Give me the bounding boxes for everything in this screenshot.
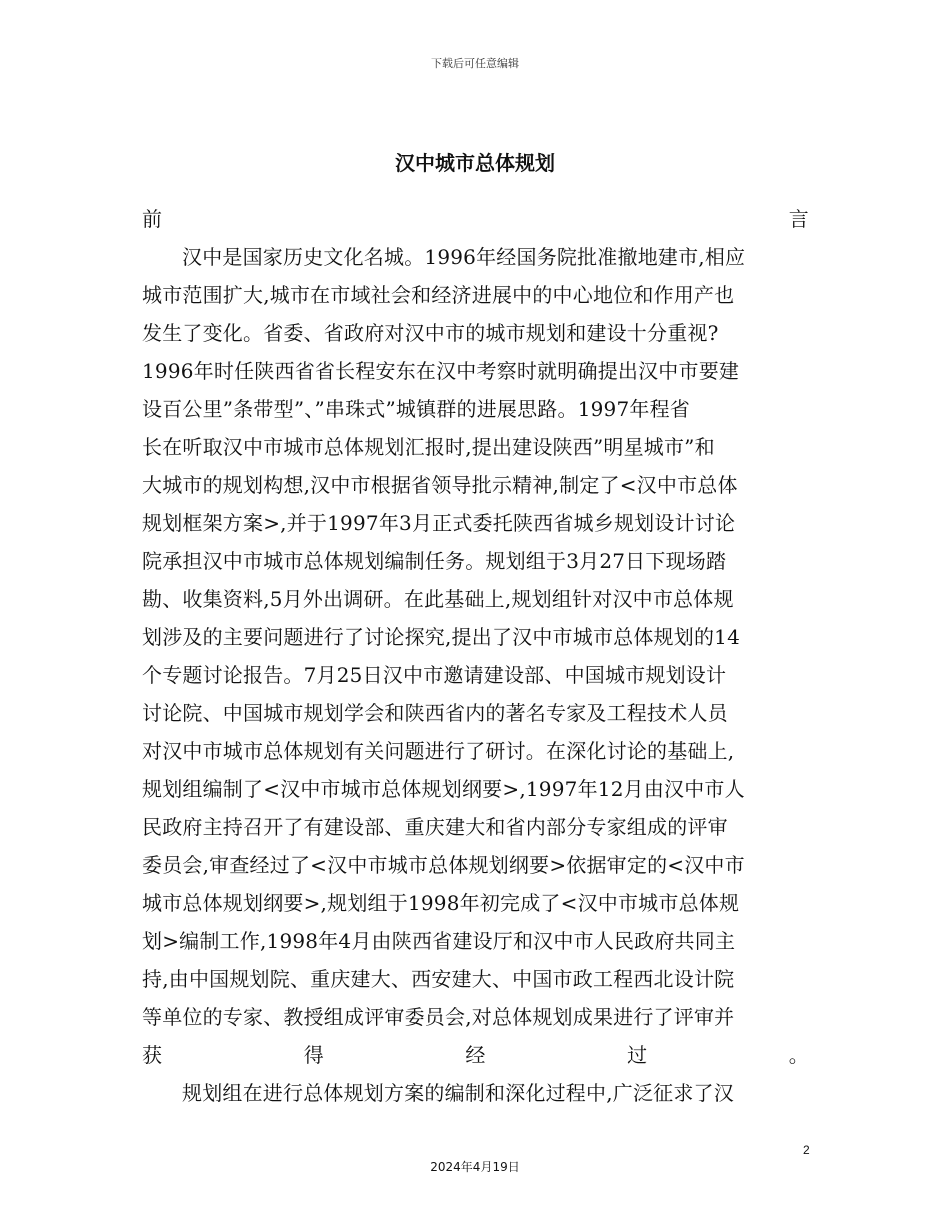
text-line: 规划组在进行总体规划方案的编制和深化过程中,广泛征求了汉 [182,1081,734,1105]
text-line: 讨论院、中国城市规划学会和陕西省内的著名专家及工程技术人员 [142,701,728,725]
footer-date: 2024年4月19日 [430,1160,520,1174]
text-line: 汉中是国家历史文化名城。1996年经国务院批准撤地建市,相应 [182,245,746,269]
spread-text-line [142,1036,809,1074]
text-line: 个专题讨论报告。7月25日汉中市邀请建设部、中国城市规划设计 [142,663,727,687]
spread-char: 获 [142,1043,163,1067]
text-line: 发生了变化。省委、省政府对汉中市的城市规划和建设十分重视? [142,321,719,345]
text-line: 等单位的专家、教授组成评审委员会,对总体规划成果进行了评审并 [142,1005,735,1029]
text-line: 院承担汉中市城市总体规划编制任务。规划组于3月27日下现场踏 [142,549,727,573]
text-line: 对汉中市城市总体规划有关问题进行了研讨。在深化讨论的基础上, [142,739,735,763]
preface-heading [142,200,809,238]
header-note: 下载后可任意编辑 [431,57,519,70]
text-line: 设百公里”条带型”、”串珠式”城镇群的进展思路。1997年程省 [142,397,690,421]
text-line: 民政府主持召开了有建设部、重庆建大和省内部分专家组成的评审 [142,815,728,839]
spread-char: 经 [465,1043,486,1067]
document-body [142,200,809,1112]
text-line: 1996年时任陕西省省长程安东在汉中考察时就明确提出汉中市要建 [142,359,740,383]
text-line: 划涉及的主要问题进行了讨论探究,提出了汉中市城市总体规划的14 [142,625,741,649]
spread-char: 得 [303,1043,324,1067]
document-title: 汉中城市总体规划 [395,151,555,175]
text-line: 划>编制工作,1998年4月由陕西省建设厅和汉中市人民政府共同主 [142,929,736,953]
text-line: 持,由中国规划院、重庆建大、西安建大、中国市政工程西北设计院 [142,967,735,991]
spread-char: 。 [788,1043,809,1067]
text-line: 规划框架方案>,并于1997年3月正式委托陕西省城乡规划设计讨论 [142,511,736,535]
text-line: 长在听取汉中市城市总体规划汇报时,提出建设陕西”明星城市”和 [142,435,715,459]
page-number: 2 [803,1143,810,1157]
text-line: 勘、收集资料,5月外出调研。在此基础上,规划组针对汉中市总体规 [142,587,734,611]
preface-char-2: 言 [788,207,809,231]
spread-char: 过 [627,1043,648,1067]
preface-char-1: 前 [142,207,163,231]
text-line: 城市总体规划纲要>,规划组于1998年初完成了<汉中市城市总体规 [142,891,740,915]
text-line: 城市范围扩大,城市在市域社会和经济进展中的中心地位和作用产也 [142,283,735,307]
text-line: 委员会,审查经过了<汉中市城市总体规划纲要>依据审定的<汉中市 [142,853,745,877]
text-line: 大城市的规划构想,汉中市根据省领导批示精神,制定了<汉中市总体 [142,473,738,497]
text-line: 规划组编制了<汉中市城市总体规划纲要>,1997年12月由汉中市人 [142,777,745,801]
